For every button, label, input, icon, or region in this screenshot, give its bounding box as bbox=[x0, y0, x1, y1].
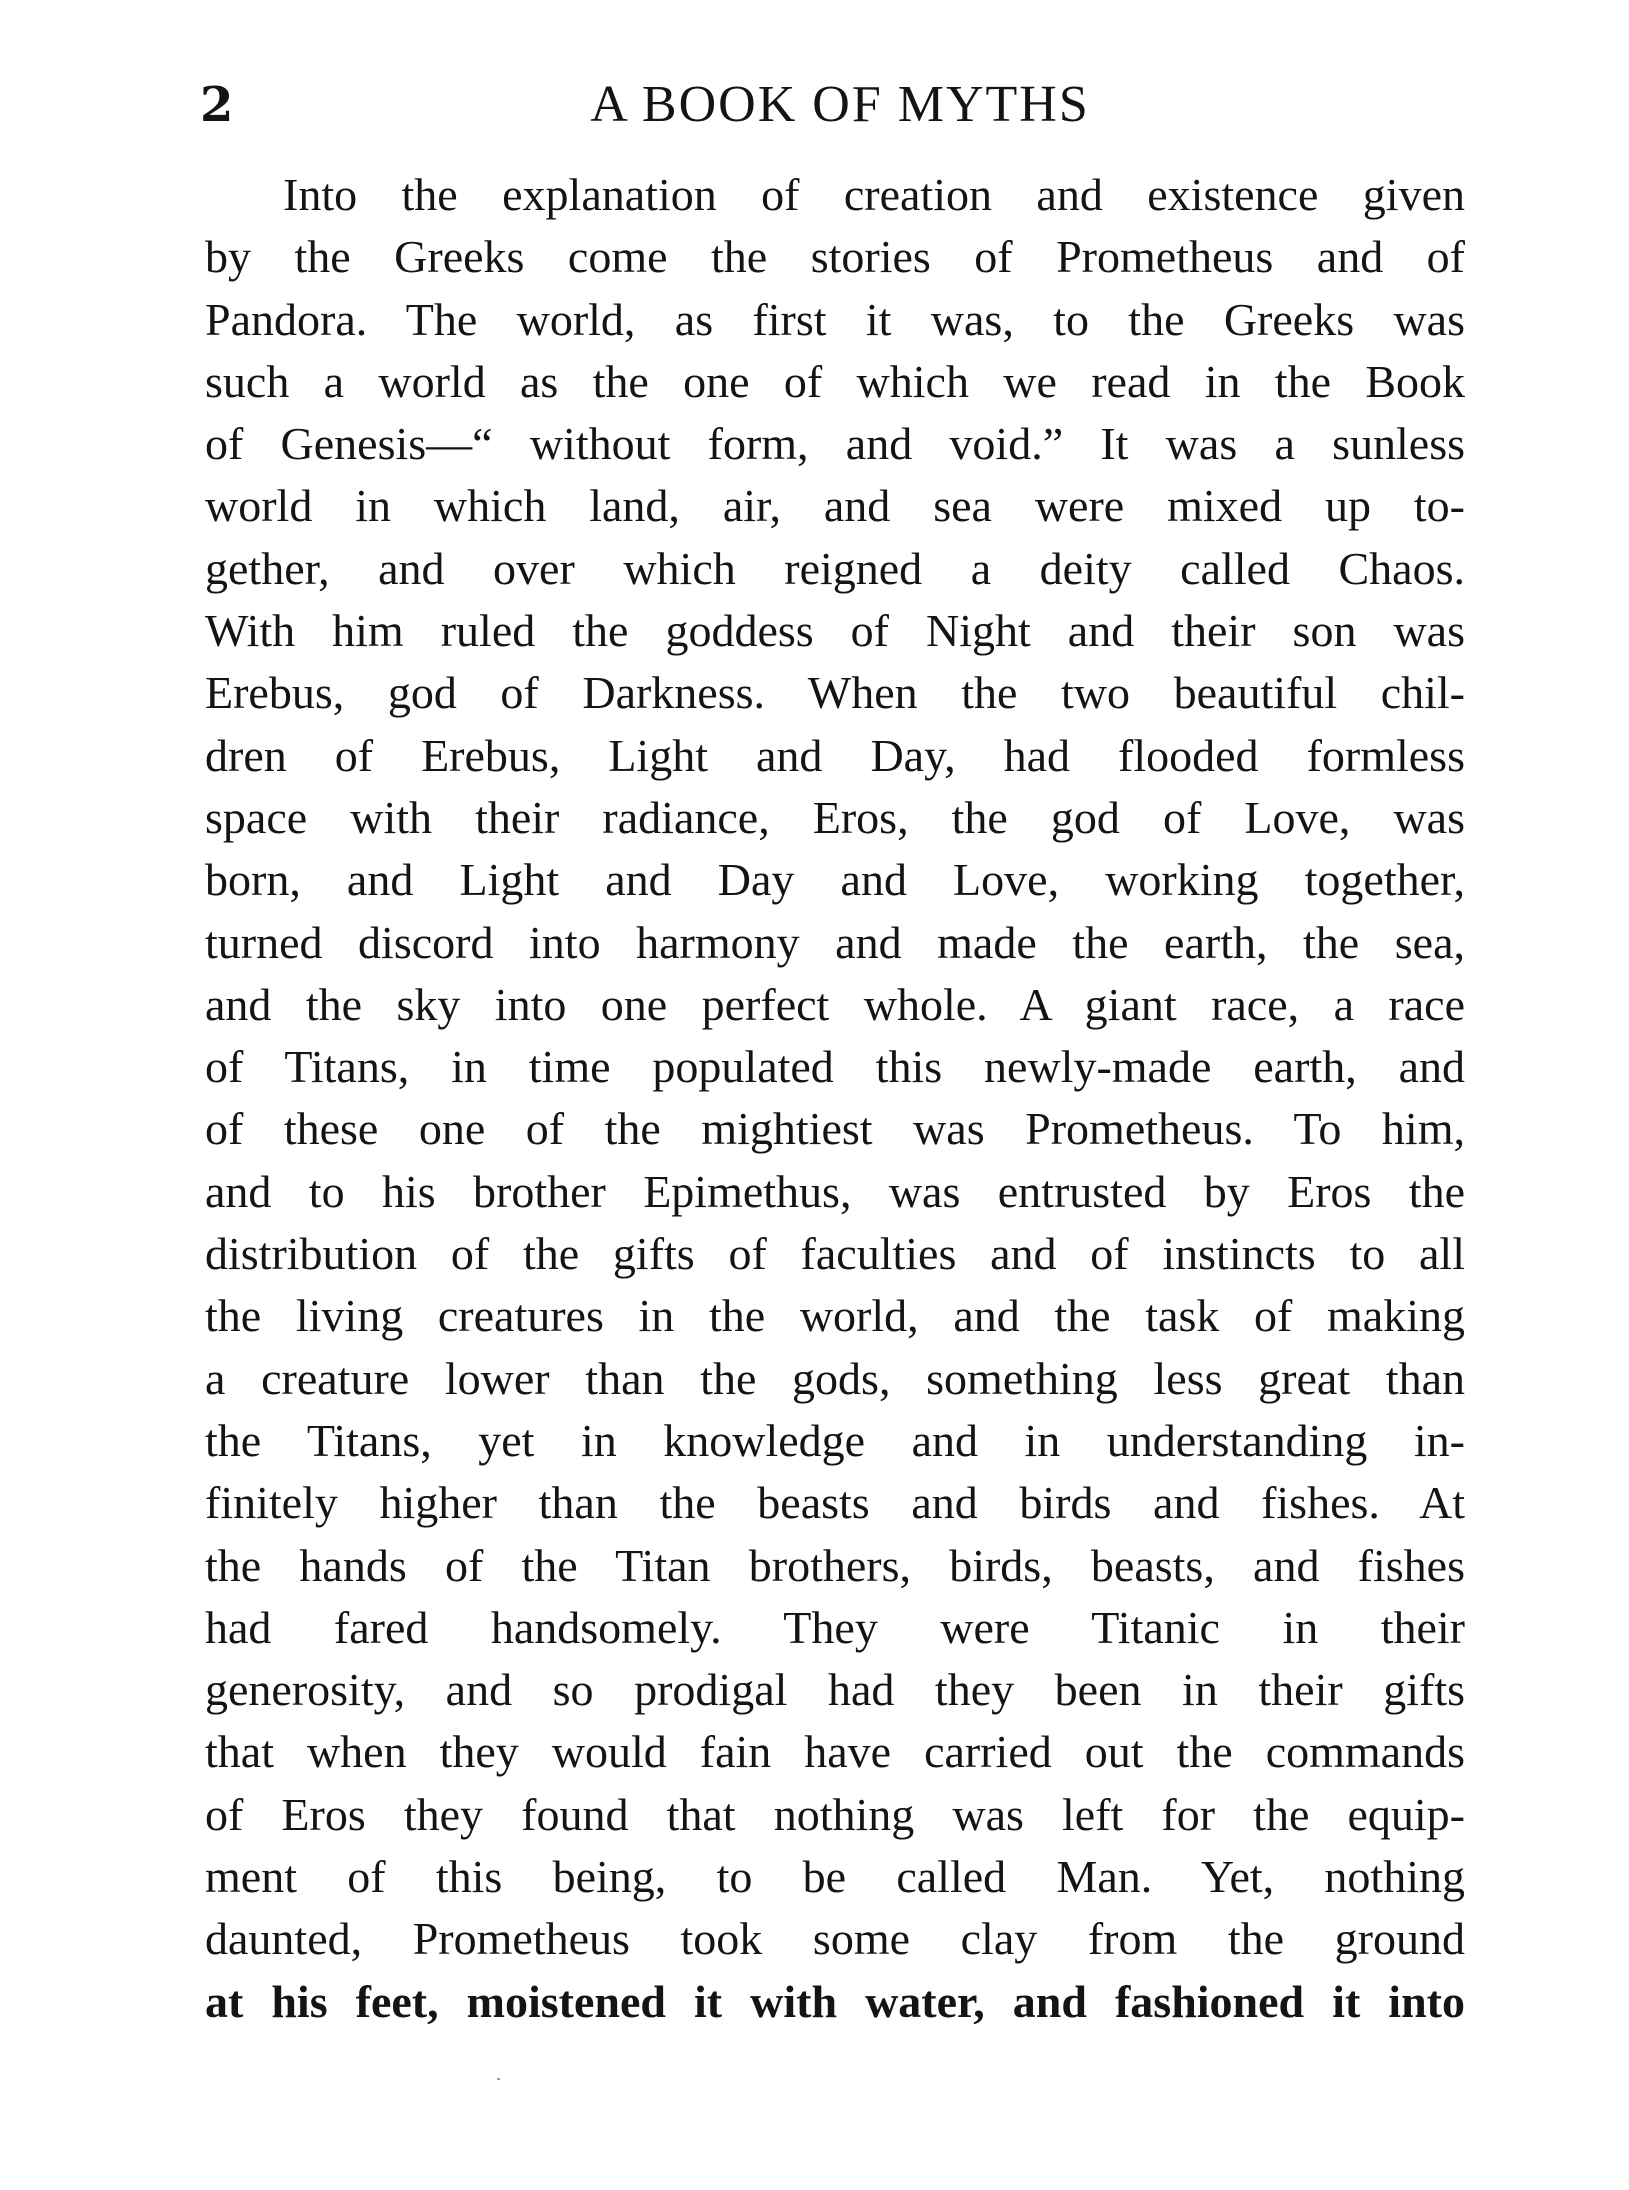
text-line: and to his brother Epimethus, was entrusted by Eros the bbox=[205, 1165, 1465, 1217]
page-number: 2 bbox=[200, 77, 234, 133]
text-line: born, and Light and Day and Love, working together, bbox=[205, 854, 1465, 906]
text-line: such a world as the one of which we read in the Book bbox=[205, 355, 1465, 407]
text-line: had fared handsomely. They were Titanic in their bbox=[205, 1601, 1465, 1653]
text-line: daunted, Prometheus took some clay from the ground bbox=[205, 1913, 1465, 1965]
text-line: Pandora. The world, as first it was, to the Greeks was bbox=[205, 293, 1465, 345]
text-line: the Titans, yet in knowledge and in understanding in- bbox=[205, 1414, 1465, 1466]
text-line: space with their radiance, Eros, the god of Love, was bbox=[205, 791, 1465, 843]
text-line: Erebus, god of Darkness. When the two beautiful chil- bbox=[205, 667, 1465, 719]
running-title: A BOOK OF MYTHS bbox=[590, 76, 1090, 133]
running-head bbox=[200, 70, 1460, 150]
text-line: of Eros they found that nothing was left for the equip- bbox=[205, 1788, 1465, 1840]
text-line: dren of Erebus, Light and Day, had flooded formless bbox=[205, 729, 1465, 781]
text-line: of these one of the mightiest was Prometheus. To him, bbox=[205, 1103, 1465, 1155]
text-line: of Genesis—“ without form, and void.” It was a sunless bbox=[205, 418, 1465, 470]
text-line: and the sky into one perfect whole. A giant race, a race bbox=[205, 978, 1465, 1030]
text-line: the hands of the Titan brothers, birds, beasts, and fishes bbox=[205, 1539, 1465, 1591]
text-line: a creature lower than the gods, something less great than bbox=[205, 1352, 1465, 1404]
text-line: ment of this being, to be called Man. Yet, nothing bbox=[205, 1851, 1465, 1903]
text-line: With him ruled the goddess of Night and their son was bbox=[205, 605, 1465, 657]
text-line: distribution of the gifts of faculties and of instincts to all bbox=[205, 1228, 1465, 1280]
text-line: at his feet, moistened it with water, and fashioned it into bbox=[205, 1975, 1465, 2027]
text-line: turned discord into harmony and made the earth, the sea, bbox=[205, 916, 1465, 968]
text-line: generosity, and so prodigal had they been in their gifts bbox=[205, 1664, 1465, 1716]
ink-speck bbox=[497, 2078, 500, 2080]
text-line: world in which land, air, and sea were mixed up to- bbox=[205, 480, 1465, 532]
text-line: by the Greeks come the stories of Prometheus and of bbox=[205, 231, 1465, 283]
text-line: finitely higher than the beasts and birds and fishes. At bbox=[205, 1477, 1465, 1529]
text-line: that when they would fain have carried out the commands bbox=[205, 1726, 1465, 1778]
body-paragraph bbox=[205, 164, 1465, 2033]
text-line: the living creatures in the world, and the task of making bbox=[205, 1290, 1465, 1342]
text-line: of Titans, in time populated this newly-made earth, and bbox=[205, 1041, 1465, 1093]
text-line: gether, and over which reigned a deity called Chaos. bbox=[205, 542, 1465, 594]
text-line: Into the explanation of creation and existence given bbox=[283, 169, 1465, 220]
